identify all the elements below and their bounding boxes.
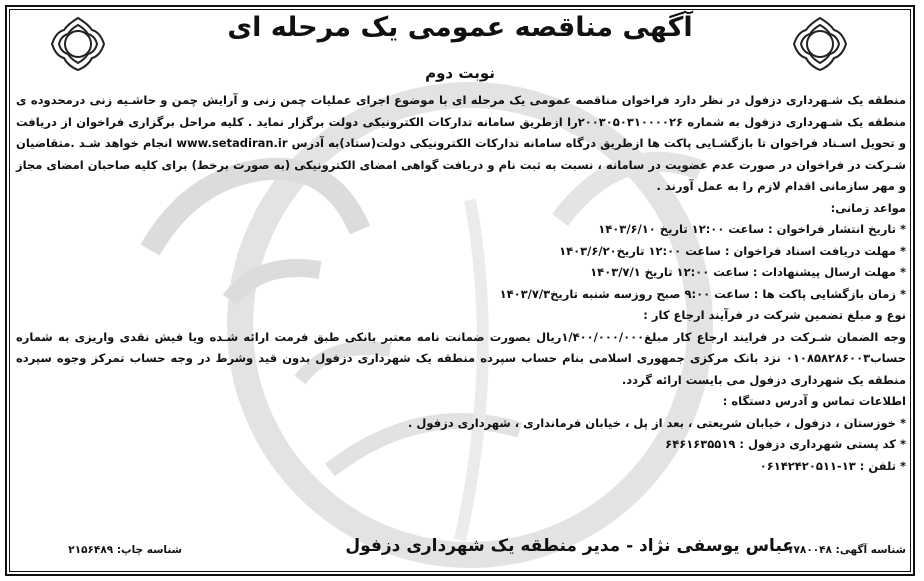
- contact-postal-code: * کد پستی شهرداری دزفول : ۶۴۶۱۶۳۵۵۱۹: [665, 437, 906, 451]
- contact-heading: اطلاعات تماس و آدرس دستگاه :: [722, 394, 906, 408]
- signature: عباس یوسفی نژاد - مدیر منطقه یک شهرداری دزفول: [345, 536, 794, 556]
- notice-body: [16, 90, 906, 477]
- dates-heading: مواعد زمانی:: [830, 200, 906, 215]
- municipality-logo-right: [790, 14, 850, 74]
- guarantee-paragraph: وجه الضمان شـرکت در فرایند ارجاع کار مبلغ۱/۴۰۰/۰۰۰/۰۰۰ریال بصورت ضمانت نامه معتبر بانکی طبق فرمت ارائه شـده ویا فیش نقدی واریزی به شماره حساب۰۱۰۸۵۸۲۸۶۰۰۳ نزد بانک مرکزی جمهوری اسلامی بنام حساب سپرده منطقه یک شهرداری دزفول بدون قید وشرط در وجه حساب تمرکز وجوه سپرده منطقه یک شهرداری دزفول می بایست ارائه گردد.: [16, 329, 906, 387]
- page-title: آگهی مناقصه عمومی یک مرحله ای: [227, 12, 693, 43]
- municipality-logo-left: [48, 14, 108, 74]
- contact-phone: * تلفن : ۱۳-۰۶۱۴۲۴۲۰۵۱۱: [759, 458, 906, 473]
- page-subtitle: نوبت دوم: [425, 64, 495, 82]
- footer: [16, 536, 906, 566]
- intro-paragraph: منطقه یک شـهرداری دزفول در نظر دارد فراخوان مناقصه عمومی یک مرحله ای با موضوع اجرای عملیات چمن زنی و آرایش چمن و حاشـیه زنی درمحدوده ی منطقه یک شـهرداری دزفول به شماره ۲۰۰۳۰۵۰۳۱۰۰۰۰۲۶را ازطریق سامانه تدارکات الکترونیکی دولت برگزار نماید . کلیه مراحل برگزاری فراخوان از دریافت و تحویل اسـناد فراخوان تا بازگشـایی پاکت ها ازطریق درگاه سامانه تدارکات الکترونیکی دولت(ستاد)به آدرس www.setadiran.ir انجام خواهد شـد .متقاضیان شـرکت در فراخوان در صورت عدم عضویت در سامانه ، نسبت به ثبت نام و دریافت گواهی امضای الکترونیکی (به صورت برخط) برای کلیه صاحبان امضای مجاز و مهر سازمانی اقدام لازم را به عمل آورند .: [16, 93, 907, 193]
- date-item: * مهلت ارسال پیشنهادات : ساعت ۱۲:۰۰ تاریخ ۱۴۰۳/۷/۱: [590, 265, 906, 279]
- date-item: * تاریخ انتشار فراخوان : ساعت ۱۲:۰۰ تاریخ ۱۴۰۳/۶/۱۰: [598, 222, 906, 236]
- contact-address: * خوزستان ، دزفول ، خیابان شریعتی ، بعد از پل ، خیابان فرمانداری ، شهرداری دزفول .: [408, 415, 906, 430]
- print-id: شناسه چاپ: ۲۱۵۶۴۸۹: [68, 544, 182, 556]
- guarantee-heading: نوع و مبلغ تضمین شرکت در فرآیند ارجاع کار :: [643, 308, 906, 322]
- date-item: * زمان بازگشایی پاکت ها : ساعت ۹:۰۰ صبح روزسه شنبه تاریخ۱۴۰۳/۷/۳: [499, 286, 906, 301]
- ad-id: شناسه آگهی: ۱۷۸۰۰۴۸: [787, 544, 906, 556]
- date-item: * مهلت دریافت اسناد فراخوان : ساعت ۱۲:۰۰ تاریخ۱۴۰۳/۶/۲۰: [559, 243, 906, 258]
